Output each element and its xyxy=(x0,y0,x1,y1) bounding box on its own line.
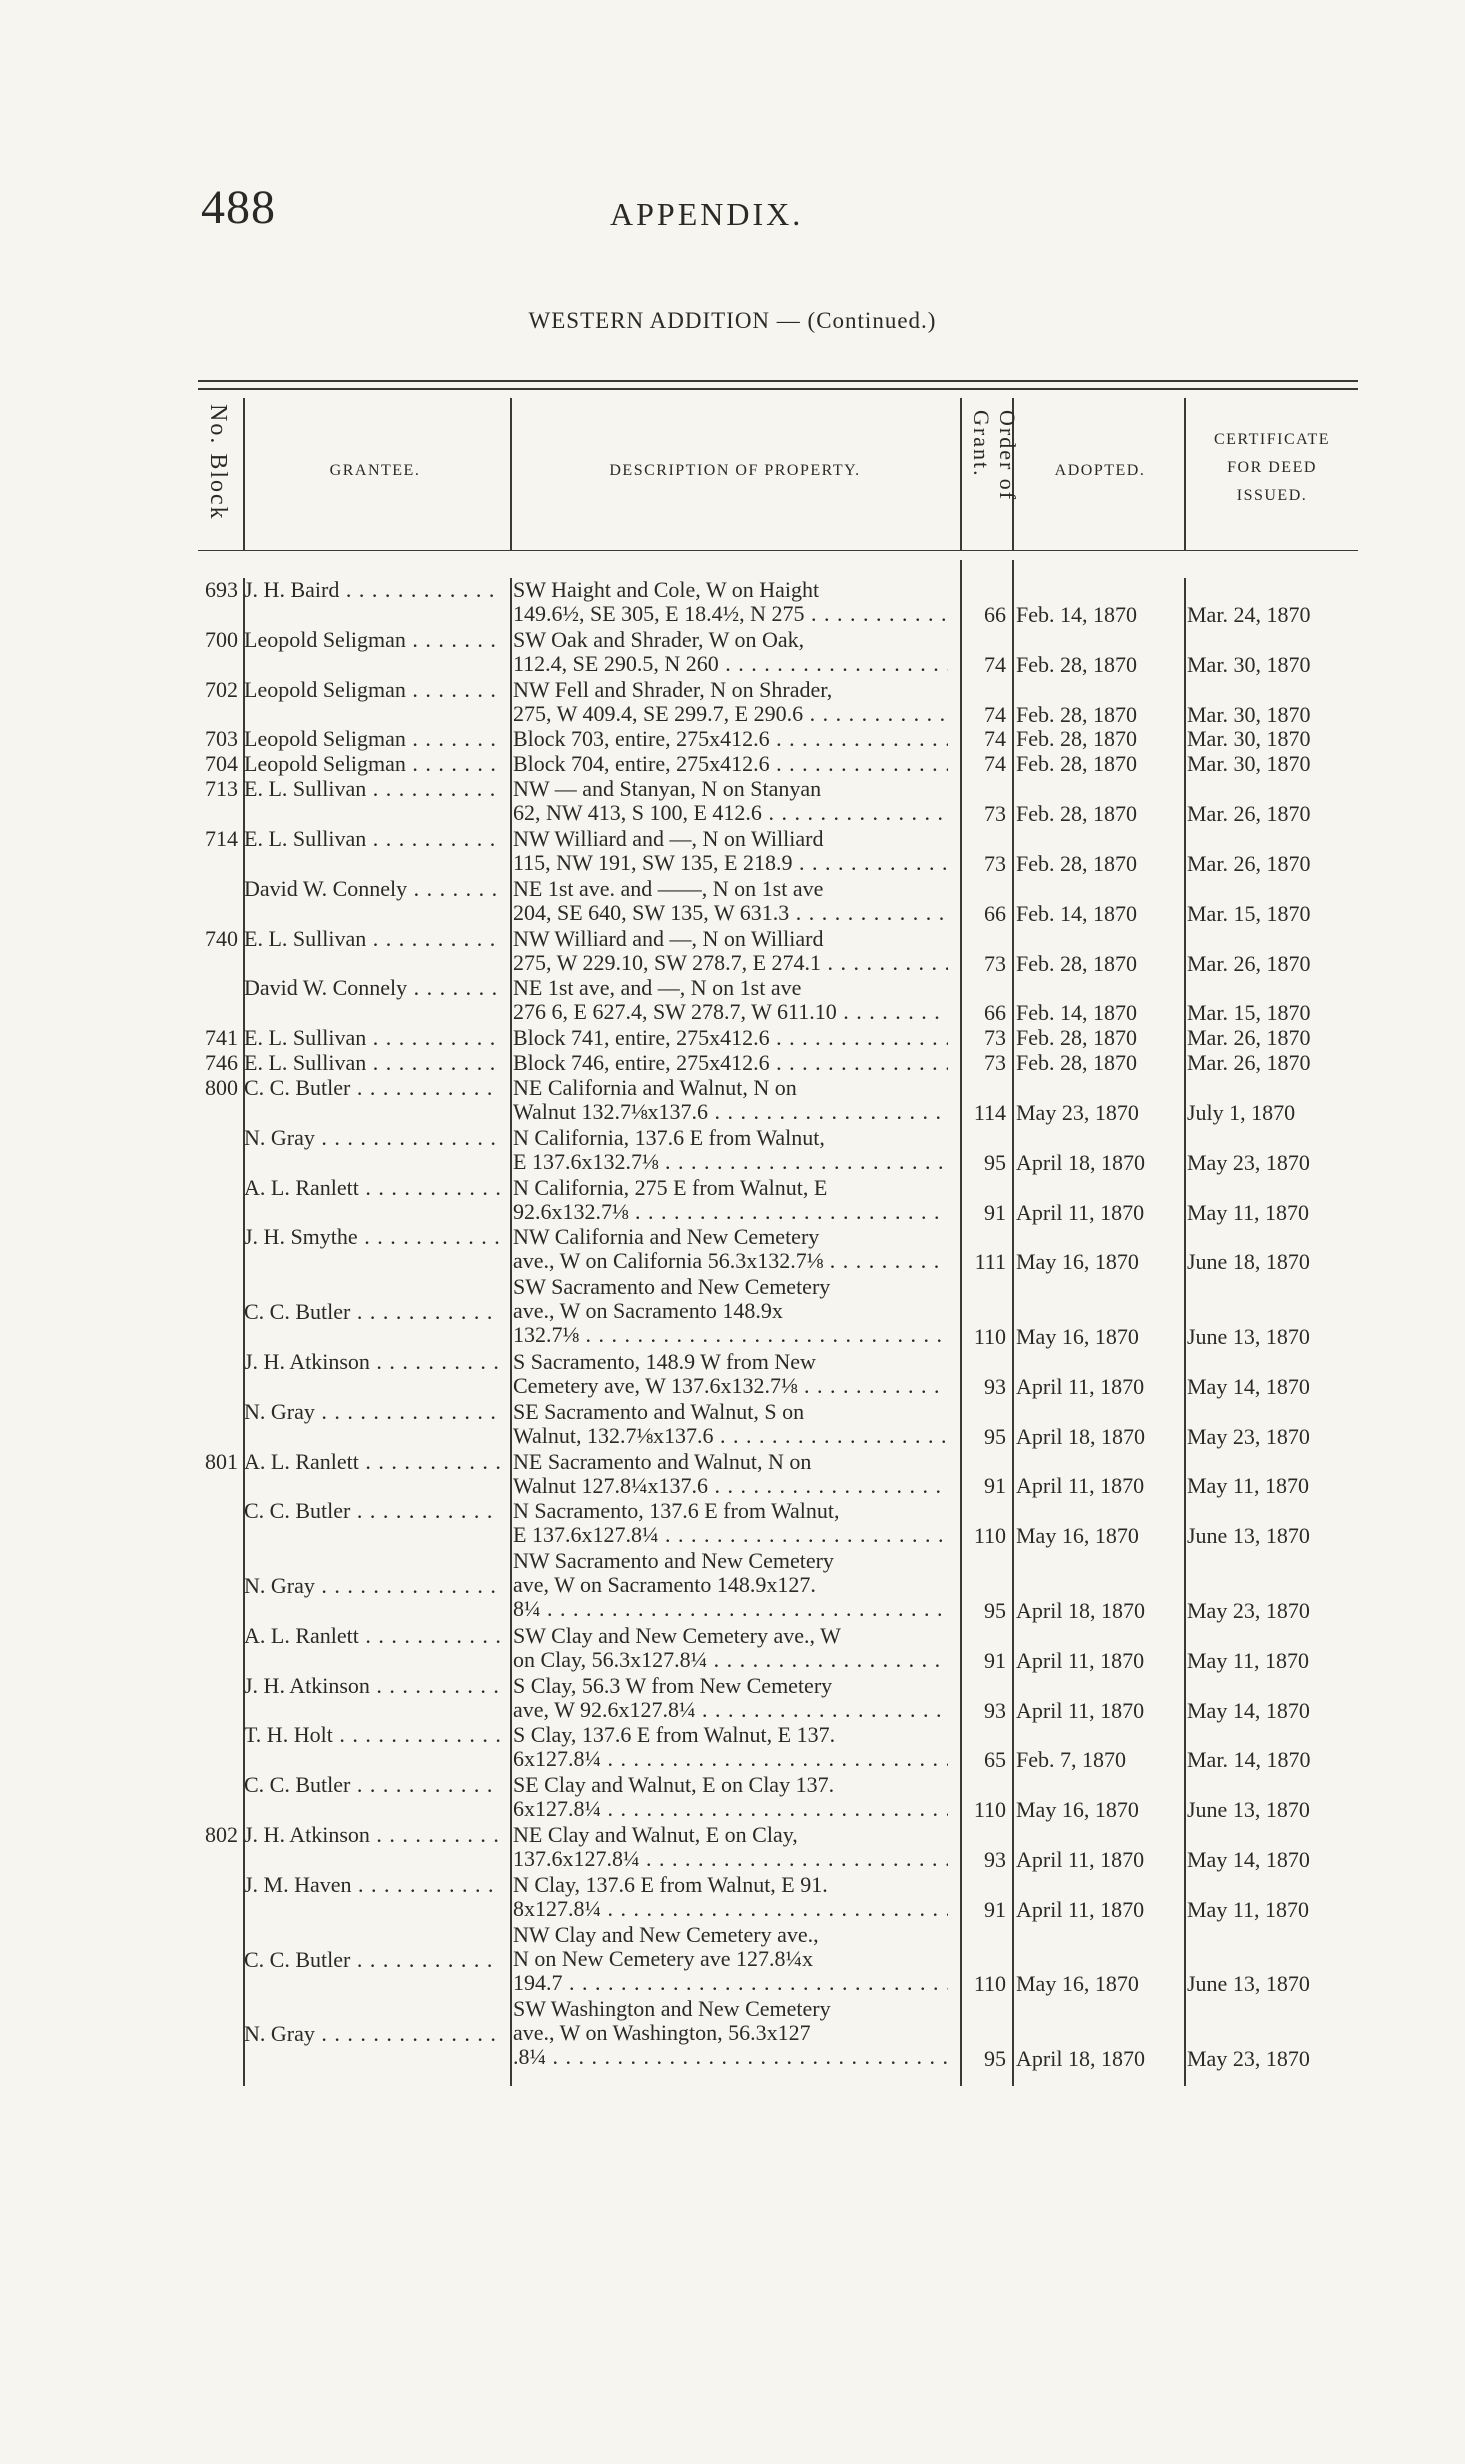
description-line: NW Sacramento and New Cemetery xyxy=(513,1548,834,1574)
property-description xyxy=(513,827,948,875)
certificate-date: May 14, 1870 xyxy=(1187,1373,1310,1399)
grantee-name: N. Gray . . . xyxy=(244,1574,500,1598)
block-number: 802 xyxy=(205,1822,238,1847)
description-line: NE Clay and Walnut, E on Clay, xyxy=(513,1822,798,1847)
grantee-name: David W. Connely . . . xyxy=(244,976,500,1000)
description-line: 6x127.8¼ . . . xyxy=(513,1747,948,1771)
block-number: 713 xyxy=(205,776,238,802)
certificate-date: Mar. 30, 1870 xyxy=(1187,751,1311,777)
adopted-date: April 18, 1870 xyxy=(1016,1423,1145,1449)
property-description xyxy=(513,1923,948,1995)
adopted-date: Feb. 28, 1870 xyxy=(1016,1050,1137,1076)
description-line: Block 741, entire, 275x412.6 . . . xyxy=(513,1026,948,1050)
property-description xyxy=(513,1176,948,1224)
adopted-date: Feb. 28, 1870 xyxy=(1016,1025,1137,1051)
property-description xyxy=(513,578,948,626)
description-line: 276 6, E 627.4, SW 278.7, W 611.10 . . . xyxy=(513,1000,948,1024)
grantee-name: C. C. Butler . . . xyxy=(244,1076,500,1100)
adopted-date: May 16, 1870 xyxy=(1016,1971,1139,1997)
description-line: NW — and Stanyan, N on Stanyan xyxy=(513,776,822,802)
description-line: on Clay, 56.3x127.8¼ . . . xyxy=(513,1648,948,1672)
adopted-date: April 11, 1870 xyxy=(1016,1697,1145,1723)
property-description xyxy=(513,1450,948,1498)
order-of-grant: 66 xyxy=(984,1000,1006,1026)
description-line: Block 703, entire, 275x412.6 . . . xyxy=(513,727,948,751)
description-line: NW Clay and New Cemetery ave., xyxy=(513,1921,819,1947)
order-of-grant: 73 xyxy=(984,850,1006,876)
adopted-date: April 18, 1870 xyxy=(1016,2046,1145,2072)
description-line: Block 704, entire, 275x412.6 . . . xyxy=(513,752,948,776)
block-number: 693 xyxy=(205,577,238,602)
grantee-name: J. H. Smythe . . . xyxy=(244,1225,500,1249)
column-header-grantee: GRANTEE. xyxy=(329,462,421,479)
adopted-date: Feb. 14, 1870 xyxy=(1016,1000,1137,1026)
description-line: Walnut 132.7⅛x137.6 . . . xyxy=(513,1100,948,1124)
grantee-name: A. L. Ranlett . . . xyxy=(244,1450,500,1474)
block-number: 746 xyxy=(205,1050,238,1076)
property-description xyxy=(513,678,948,726)
description-line: Walnut, 132.7⅛x137.6 . . . xyxy=(513,1424,948,1448)
certificate-date: May 11, 1870 xyxy=(1187,1199,1310,1225)
order-of-grant: 114 xyxy=(973,1099,1006,1125)
description-line: NW Williard and —, N on Williard xyxy=(513,826,824,851)
description-line: 149.6½, SE 305, E 18.4½, N 275 . . . xyxy=(513,602,948,626)
certificate-date: Mar. 24, 1870 xyxy=(1187,601,1311,627)
property-description xyxy=(513,752,948,776)
table-title: WESTERN ADDITION — (Continued.) xyxy=(528,308,937,333)
property-description xyxy=(513,1723,948,1771)
certificate-date: Mar. 26, 1870 xyxy=(1187,950,1311,976)
block-number: 700 xyxy=(205,626,238,652)
block-number: 801 xyxy=(205,1448,238,1474)
grantee-name: Leopold Seligman . . . xyxy=(244,752,500,776)
grantee-name: J. H. Baird . . . xyxy=(244,578,500,602)
running-head: APPENDIX. xyxy=(610,196,804,232)
description-line: N California, 275 E from Walnut, E xyxy=(513,1174,828,1200)
order-of-grant: 95 xyxy=(984,2046,1006,2072)
description-line: Cemetery ave, W 137.6x132.7⅛ . . . xyxy=(513,1374,948,1398)
grantee-name: J. H. Atkinson . . . xyxy=(244,1823,500,1847)
description-line: NE 1st ave, and —, N on 1st ave xyxy=(513,975,802,1001)
certificate-date: Mar. 30, 1870 xyxy=(1187,701,1311,727)
certificate-date: Mar. 15, 1870 xyxy=(1187,900,1311,926)
adopted-date: Feb. 14, 1870 xyxy=(1016,601,1137,627)
certificate-date: Mar. 15, 1870 xyxy=(1187,1000,1311,1026)
description-line: SW Oak and Shrader, W on Oak, xyxy=(513,626,805,652)
description-line: NW California and New Cemetery xyxy=(513,1224,820,1250)
description-line: 8¼ . . . xyxy=(513,1597,948,1621)
column-header-certificate: CERTIFICATE FOR DEED ISSUED. xyxy=(1214,431,1330,504)
column-header-description: DESCRIPTION OF PROPERTY. xyxy=(609,462,861,479)
adopted-date: Feb. 7, 1870 xyxy=(1016,1747,1126,1773)
certificate-date: May 23, 1870 xyxy=(1187,1597,1310,1623)
grantee-name: Leopold Seligman . . . xyxy=(244,678,500,702)
block-number: 714 xyxy=(205,826,238,851)
certificate-date: June 13, 1870 xyxy=(1187,1324,1310,1349)
property-description xyxy=(513,727,948,751)
grantee-name: Leopold Seligman . . . xyxy=(244,727,500,751)
description-line: 132.7⅛ . . . xyxy=(513,1323,948,1347)
adopted-date: April 18, 1870 xyxy=(1016,1597,1145,1623)
order-of-grant: 73 xyxy=(984,950,1006,976)
adopted-date: April 11, 1870 xyxy=(1016,1473,1145,1499)
certificate-date: Mar. 14, 1870 xyxy=(1187,1747,1311,1773)
property-description xyxy=(513,1549,948,1621)
adopted-date: April 11, 1870 xyxy=(1016,1199,1145,1225)
order-of-grant: 95 xyxy=(984,1149,1006,1175)
description-line: 8x127.8¼ . . . xyxy=(513,1897,948,1921)
description-line: 137.6x127.8¼ . . . xyxy=(513,1847,948,1871)
adopted-date: April 11, 1870 xyxy=(1016,1373,1145,1399)
description-line: 92.6x132.7⅛ . . . xyxy=(513,1200,948,1224)
adopted-date: May 16, 1870 xyxy=(1016,1797,1139,1823)
property-description xyxy=(513,1624,948,1672)
description-line: SW Clay and New Cemetery ave., W xyxy=(513,1622,841,1648)
description-line: Walnut 127.8¼x137.6 . . . xyxy=(513,1474,948,1498)
adopted-date: Feb. 28, 1870 xyxy=(1016,651,1137,677)
description-line: NE Sacramento and Walnut, N on xyxy=(513,1448,812,1474)
order-of-grant: 74 xyxy=(984,701,1006,727)
property-description xyxy=(513,976,948,1024)
property-description xyxy=(513,1873,948,1921)
description-line: 6x127.8¼ . . . xyxy=(513,1797,948,1821)
grantee-name: David W. Connely . . . xyxy=(244,877,500,901)
property-description xyxy=(513,1051,948,1075)
grantee-name: C. C. Butler . . . xyxy=(244,1300,500,1324)
order-of-grant: 74 xyxy=(984,651,1006,677)
grantee-name: J. H. Atkinson . . . xyxy=(244,1674,500,1698)
certificate-date: Mar. 30, 1870 xyxy=(1187,651,1311,677)
certificate-date: May 23, 1870 xyxy=(1187,1423,1310,1449)
column-header-order: Order of Grant. xyxy=(969,410,1020,502)
description-line: NE California and Walnut, N on xyxy=(513,1075,797,1100)
property-description xyxy=(513,1997,948,2069)
grantee-name: Leopold Seligman . . . xyxy=(244,628,500,652)
description-line: 275, W 229.10, SW 278.7, E 274.1 . . . xyxy=(513,951,948,975)
certificate-date: Mar. 26, 1870 xyxy=(1187,801,1311,827)
property-description xyxy=(513,1026,948,1050)
property-description xyxy=(513,1674,948,1722)
description-line: SW Haight and Cole, W on Haight xyxy=(513,577,820,602)
description-line: SE Clay and Walnut, E on Clay 137. xyxy=(513,1772,835,1798)
order-of-grant: 110 xyxy=(973,1324,1006,1349)
adopted-date: April 11, 1870 xyxy=(1016,1896,1145,1922)
order-of-grant: 93 xyxy=(984,1697,1006,1723)
description-line: ave., W on Sacramento 148.9x xyxy=(513,1298,783,1324)
property-description xyxy=(513,877,948,925)
order-of-grant: 91 xyxy=(984,1199,1006,1225)
grantee-name: E. L. Sullivan . . . xyxy=(244,1051,500,1075)
grantee-name: N. Gray . . . xyxy=(244,2022,500,2046)
description-line: N Clay, 137.6 E from Walnut, E 91. xyxy=(513,1871,828,1897)
column-header-block: No. Block xyxy=(205,404,231,521)
block-number: 704 xyxy=(205,751,238,777)
property-description xyxy=(513,777,948,825)
order-of-grant: 110 xyxy=(973,1971,1006,1997)
certificate-date: June 13, 1870 xyxy=(1187,1797,1310,1823)
block-number: 702 xyxy=(205,676,238,702)
property-description xyxy=(513,1076,948,1124)
description-line: 275, W 409.4, SE 299.7, E 290.6 . . . xyxy=(513,702,948,726)
certificate-date: June 13, 1870 xyxy=(1187,1971,1310,1997)
description-line: 62, NW 413, S 100, E 412.6 . . . xyxy=(513,801,948,825)
block-number: 740 xyxy=(205,925,238,951)
description-line: E 137.6x127.8¼ . . . xyxy=(513,1523,948,1547)
order-of-grant: 74 xyxy=(984,726,1006,752)
adopted-date: May 16, 1870 xyxy=(1016,1324,1139,1349)
order-of-grant: 65 xyxy=(984,1747,1006,1773)
certificate-date: Mar. 30, 1870 xyxy=(1187,726,1311,752)
order-of-grant: 73 xyxy=(984,801,1006,827)
adopted-date: Feb. 28, 1870 xyxy=(1016,701,1137,727)
grantee-name: A. L. Ranlett . . . xyxy=(244,1624,500,1648)
property-description xyxy=(513,1773,948,1821)
order-of-grant: 91 xyxy=(984,1647,1006,1673)
description-line: N on New Cemetery ave 127.8¼x xyxy=(513,1945,813,1971)
adopted-date: Feb. 28, 1870 xyxy=(1016,751,1137,777)
grantee-name: C. C. Butler . . . xyxy=(244,1773,500,1797)
adopted-date: April 11, 1870 xyxy=(1016,1846,1145,1872)
certificate-date: May 14, 1870 xyxy=(1187,1846,1310,1872)
certificate-date: Mar. 26, 1870 xyxy=(1187,1050,1311,1076)
order-of-grant: 91 xyxy=(984,1473,1006,1499)
order-of-grant: 66 xyxy=(984,601,1006,627)
description-line: NW Fell and Shrader, N on Shrader, xyxy=(513,676,833,702)
order-of-grant: 93 xyxy=(984,1846,1006,1872)
adopted-date: Feb. 14, 1870 xyxy=(1016,900,1137,926)
description-line: SE Sacramento and Walnut, S on xyxy=(513,1398,805,1424)
property-description xyxy=(513,1823,948,1871)
adopted-date: Feb. 28, 1870 xyxy=(1016,801,1137,827)
property-description xyxy=(513,1499,948,1547)
grantee-name: T. H. Holt . . . xyxy=(244,1723,500,1747)
grantee-name: E. L. Sullivan . . . xyxy=(244,827,500,851)
description-line: ave, W on Sacramento 148.9x127. xyxy=(513,1572,816,1598)
grantee-name: J. H. Atkinson . . . xyxy=(244,1350,500,1374)
certificate-date: July 1, 1870 xyxy=(1187,1099,1296,1125)
block-number: 703 xyxy=(205,726,238,752)
property-description xyxy=(513,1225,948,1273)
certificate-date: May 11, 1870 xyxy=(1187,1896,1310,1922)
description-line: SW Sacramento and New Cemetery xyxy=(513,1274,831,1300)
column-header-adopted: ADOPTED. xyxy=(1054,462,1146,479)
order-of-grant: 110 xyxy=(973,1797,1006,1823)
description-line: S Clay, 137.6 E from Walnut, E 137. xyxy=(513,1722,836,1748)
order-of-grant: 111 xyxy=(974,1249,1006,1275)
adopted-date: Feb. 28, 1870 xyxy=(1016,950,1137,976)
property-description xyxy=(513,1275,948,1347)
page-number: 488 xyxy=(201,181,276,234)
description-line: N California, 137.6 E from Walnut, xyxy=(513,1124,825,1150)
property-description xyxy=(513,927,948,975)
certificate-date: May 14, 1870 xyxy=(1187,1697,1310,1723)
adopted-date: May 23, 1870 xyxy=(1016,1099,1139,1125)
description-line: 115, NW 191, SW 135, E 218.9 . . . xyxy=(513,851,948,875)
adopted-date: Feb. 28, 1870 xyxy=(1016,726,1137,752)
description-line: E 137.6x132.7⅛ . . . xyxy=(513,1150,948,1174)
grantee-name: E. L. Sullivan . . . xyxy=(244,927,500,951)
description-line: NW Williard and —, N on Williard xyxy=(513,925,824,951)
order-of-grant: 73 xyxy=(984,1025,1006,1051)
adopted-date: Feb. 28, 1870 xyxy=(1016,850,1137,876)
description-line: S Clay, 56.3 W from New Cemetery xyxy=(513,1672,833,1698)
description-line: 112.4, SE 290.5, N 260 . . . xyxy=(513,652,948,676)
adopted-date: April 18, 1870 xyxy=(1016,1149,1145,1175)
description-line: ave., W on California 56.3x132.7⅛ . . . xyxy=(513,1249,948,1273)
block-number: 800 xyxy=(205,1075,238,1100)
description-line: 194.7 . . . xyxy=(513,1971,948,1995)
grantee-name: J. M. Haven . . . xyxy=(244,1873,500,1897)
certificate-date: May 23, 1870 xyxy=(1187,1149,1310,1175)
certificate-date: May 11, 1870 xyxy=(1187,1473,1310,1499)
property-description xyxy=(513,628,948,676)
property-description xyxy=(513,1350,948,1398)
certificate-date: May 23, 1870 xyxy=(1187,2046,1310,2072)
description-line: SW Washington and New Cemetery xyxy=(513,1996,831,2022)
order-of-grant: 95 xyxy=(984,1597,1006,1623)
grantee-name: C. C. Butler . . . xyxy=(244,1499,500,1523)
property-description xyxy=(513,1126,948,1174)
certificate-date: May 11, 1870 xyxy=(1187,1647,1310,1673)
order-of-grant: 66 xyxy=(984,900,1006,926)
property-description xyxy=(513,1400,948,1448)
description-line: Block 746, entire, 275x412.6 . . . xyxy=(513,1051,948,1075)
description-line: N Sacramento, 137.6 E from Walnut, xyxy=(513,1498,840,1524)
order-of-grant: 74 xyxy=(984,751,1006,777)
description-line: 204, SE 640, SW 135, W 631.3 . . . xyxy=(513,901,948,925)
description-line: .8¼ . . . xyxy=(513,2045,948,2069)
certificate-date: June 13, 1870 xyxy=(1187,1523,1310,1549)
certificate-date: Mar. 26, 1870 xyxy=(1187,1025,1311,1051)
description-line: ave, W 92.6x127.8¼ . . . xyxy=(513,1698,948,1722)
order-of-grant: 93 xyxy=(984,1373,1006,1399)
grantee-name: E. L. Sullivan . . . xyxy=(244,777,500,801)
description-line: NE 1st ave. and ——, N on 1st ave xyxy=(513,875,824,901)
adopted-date: May 16, 1870 xyxy=(1016,1523,1139,1549)
order-of-grant: 73 xyxy=(984,1050,1006,1076)
grantee-name: N. Gray . . . xyxy=(244,1126,500,1150)
grantee-name: E. L. Sullivan . . . xyxy=(244,1026,500,1050)
grantee-name: C. C. Butler . . . xyxy=(244,1948,500,1972)
order-of-grant: 95 xyxy=(984,1423,1006,1449)
grantee-name: N. Gray . . . xyxy=(244,1400,500,1424)
grantee-name: A. L. Ranlett . . . xyxy=(244,1176,500,1200)
certificate-date: June 18, 1870 xyxy=(1187,1249,1310,1275)
order-of-grant: 91 xyxy=(984,1896,1006,1922)
description-line: S Sacramento, 148.9 W from New xyxy=(513,1348,816,1374)
description-line: ave., W on Washington, 56.3x127 xyxy=(513,2020,811,2046)
certificate-date: Mar. 26, 1870 xyxy=(1187,850,1311,876)
block-number: 741 xyxy=(205,1025,238,1051)
adopted-date: May 16, 1870 xyxy=(1016,1249,1139,1275)
order-of-grant: 110 xyxy=(973,1523,1006,1549)
adopted-date: April 11, 1870 xyxy=(1016,1647,1145,1673)
